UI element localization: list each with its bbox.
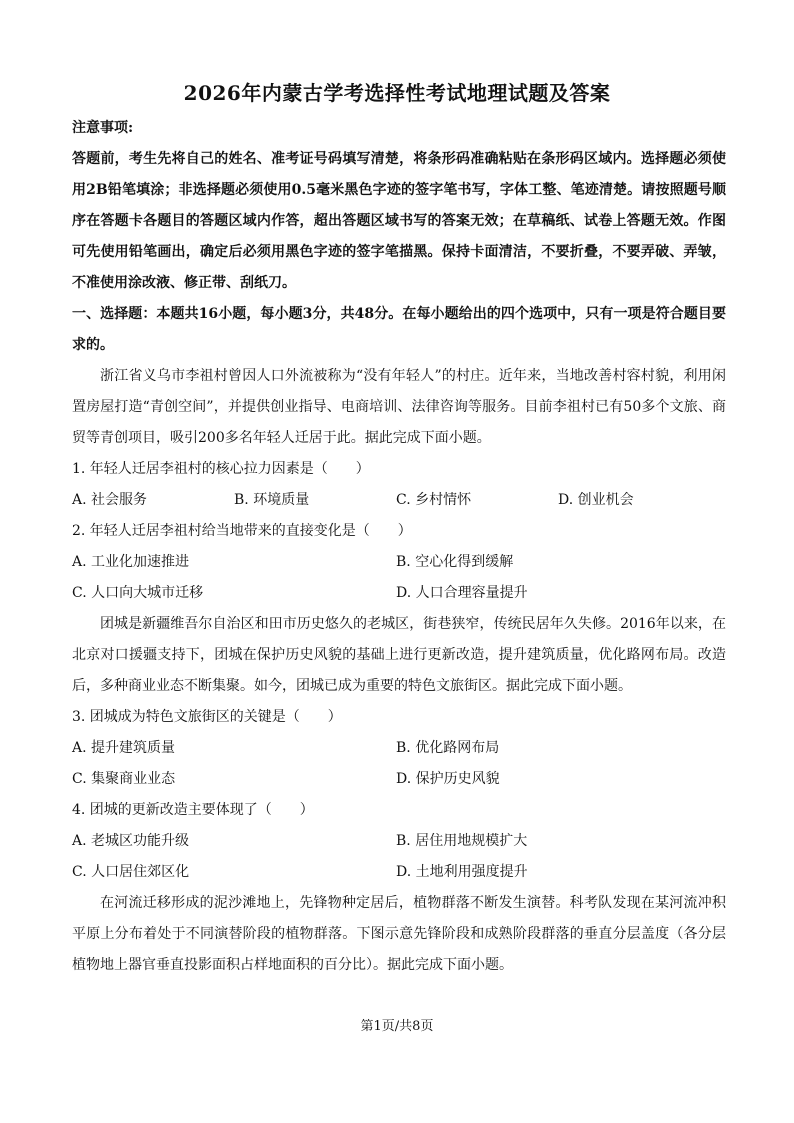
passage-3: 在河流迁移形成的泥沙滩地上，先锋物种定居后，植物群落不断发生演替。科考队发现在某河流冲积平原上分布着处于不同演替阶段的植物群落。下图示意先锋阶段和成熟阶段群落的垂直分层盖度（各分层植物地上器官垂直投影面积占样地面积的百分比）。据此完成下面小题。 [72,895,726,973]
option-a: A. 工业化加速推进 [72,554,190,570]
option-b: B. 优化路网布局 [396,740,500,756]
option-b: B. 空心化得到缓解 [396,554,514,570]
question-2-stem: 2. 年轻人迁居李祖村给当地带来的直接变化是（ ） [72,523,412,539]
question-4-stem: 4. 团城的更新改造主要体现了（ ） [72,802,314,818]
option-a: A. 社会服务 [72,492,148,508]
option-d: D. 人口合理容量提升 [396,585,528,601]
option-c: C. 人口居住郊区化 [72,864,190,880]
option-a: A. 老城区功能升级 [72,833,190,849]
notice-heading: 注意事项: [72,120,134,136]
question-3-options [72,733,726,795]
option-b: B. 居住用地规模扩大 [396,833,528,849]
question-1-stem: 1. 年轻人迁居李祖村的核心拉力因素是（ ） [72,461,370,477]
section-heading: 一、选择题：本题共16小题，每小题3分，共48分。在每小题给出的四个选项中，只有一项是符合题目要求的。 [72,306,726,353]
question-3-stem: 3. 团城成为特色文旅街区的关键是（ ） [72,709,342,725]
option-d: D. 创业机会 [558,492,634,508]
passage-2: 团城是新疆维吾尔自治区和田市历史悠久的老城区，街巷狭窄，传统民居年久失修。2016年以来，在北京对口援疆支持下，团城在保护历史风貌的基础上进行更新改造，提升建筑质量，优化路网布局。改造后，多种商业业态不断集聚。如今，团城已成为重要的特色文旅街区。据此完成下面小题。 [72,616,726,694]
option-c: C. 人口向大城市迁移 [72,585,204,601]
page-content [72,113,726,981]
option-c: C. 乡村情怀 [396,492,472,508]
option-d: D. 保护历史风貌 [396,771,500,787]
question-4-options [72,826,726,888]
page-title: 2026年内蒙古学考选择性考试地理试题及答案 [183,81,611,105]
option-b: B. 环境质量 [234,492,310,508]
option-a: A. 提升建筑质量 [72,740,176,756]
notice-body: 答题前，考生先将自己的姓名、准考证号码填写清楚，将条形码准确粘贴在条形码区域内。选择题必须使用2B铅笔填涂；非选择题必须使用0.5毫米黑色字迹的签字笔书写，字体工整、笔迹清楚。请按照题号顺序在答题卡各题目的答题区域内作答，超出答题区域书写的答案无效；在草稿纸、试卷上答题无效。作图可先使用铅笔画出，确定后必须用黑色字迹的签字笔描黑。保持卡面清洁，不要折叠，不要弄破、弄皱，不准使用涂改液、修正带、刮纸刀。 [72,151,726,291]
page-footer: 第1页/共8页 [360,1019,434,1034]
option-c: C. 集聚商业业态 [72,771,176,787]
question-1-options [72,485,726,516]
question-2-options [72,547,726,609]
passage-1: 浙江省义乌市李祖村曾因人口外流被称为“没有年轻人”的村庄。近年来，当地改善村容村貌，利用闲置房屋打造“青创空间”，并提供创业指导、电商培训、法律咨询等服务。目前李祖村已有50多个文旅、商贸等青创项目，吸引200多名年轻人迁居于此。据此完成下面小题。 [72,368,726,446]
option-d: D. 土地利用强度提升 [396,864,528,880]
